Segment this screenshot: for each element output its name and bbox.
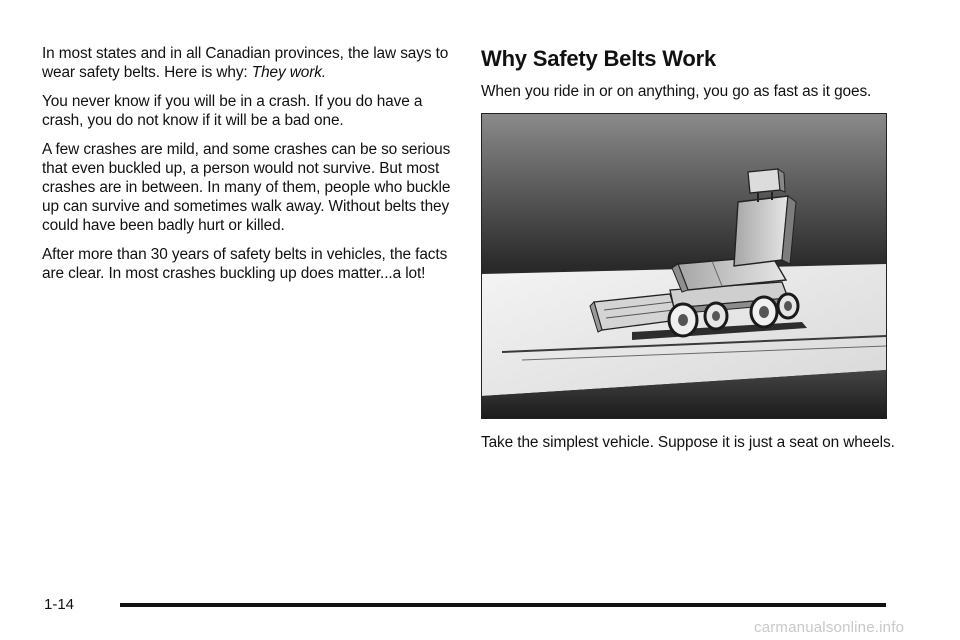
crash-uncertainty-paragraph: You never know if you will be in a crash. If you do have a crash, you do not know if it will be a bad one.	[42, 93, 423, 129]
wheel	[669, 304, 697, 336]
illustration-canvas	[482, 114, 886, 418]
figure-caption: Take the simplest vehicle. Suppose it is just a seat on wheels.	[481, 434, 895, 451]
crash-severity-paragraph: A few crashes are mild, and some crashes can be so serious that even buckled up, a person would not survive. But most crashes are in between. In many of them, people who buckle up can survive and sometimes walk away. Without belts they could have been badly hurt or killed.	[42, 141, 451, 234]
watermark: carmanualsonline.info	[754, 619, 905, 636]
section-heading: Why Safety Belts Work	[481, 46, 717, 71]
intro-text: In most states and in all Canadian provinces, the law says to wear safety belts. Here is why:	[42, 45, 449, 81]
belt-history-paragraph: After more than 30 years of safety belts in vehicles, the facts are clear. In most crashes buckling up does matter...a lot!	[42, 246, 448, 282]
headrest	[748, 169, 780, 193]
right-column	[481, 46, 901, 462]
seat-on-wheels-illustration	[481, 113, 887, 419]
footer-rule	[120, 603, 886, 607]
wheel	[778, 294, 798, 318]
wheel	[751, 297, 777, 327]
seat-back	[734, 196, 788, 266]
page-number: 1-14	[44, 596, 75, 613]
section-intro-paragraph: When you ride in or on anything, you go as fast as it goes.	[481, 83, 872, 100]
intro-emphasis: They work.	[251, 64, 327, 81]
wheel	[705, 303, 727, 329]
intro-paragraph	[42, 44, 454, 82]
left-column	[42, 44, 454, 293]
